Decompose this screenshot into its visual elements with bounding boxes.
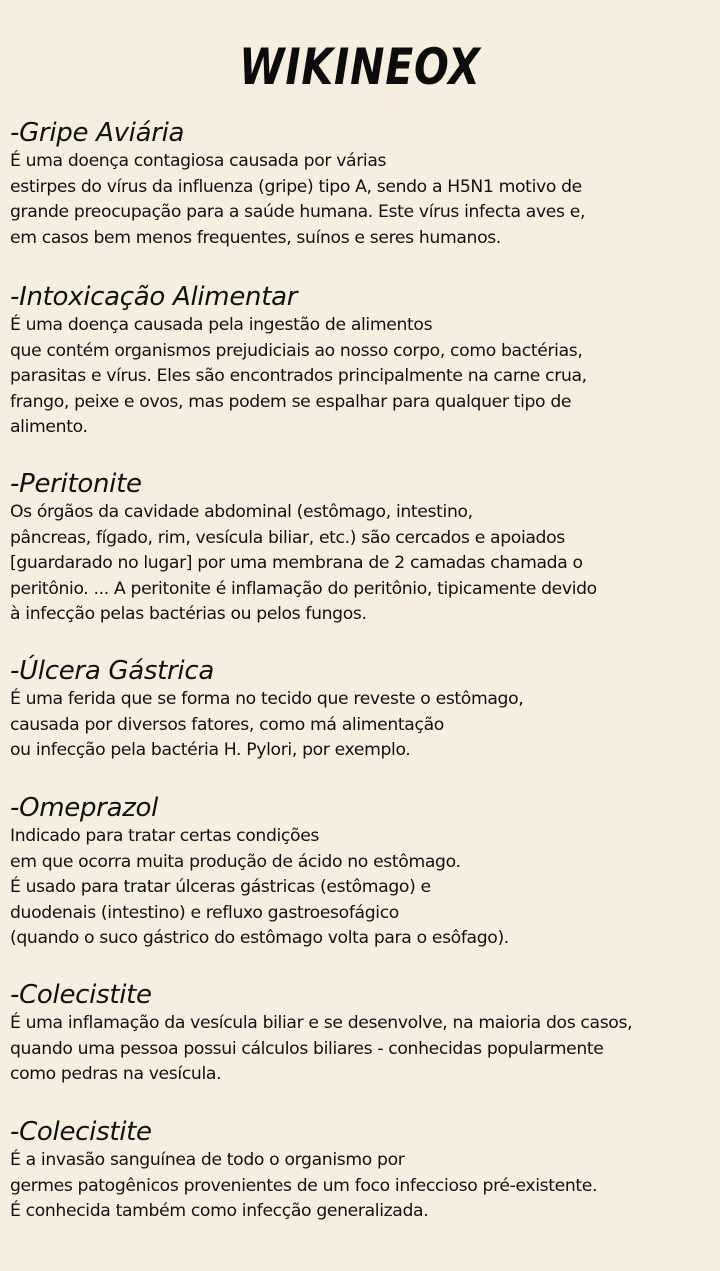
- section-text-line: germes patogênicos provenientes de um foco infeccioso pré-existente.: [10, 1175, 598, 1196]
- page-title: WIKINEOX: [239, 38, 481, 96]
- section-gripe-aviaria: [10, 117, 710, 251]
- section-text-line: em que ocorra muita produção de ácido no estômago.: [10, 851, 461, 872]
- section-text-line: É usado para tratar úlceras gástricas (estômago) e: [10, 877, 431, 897]
- section-text-line: [guardarado no lugar] por uma membrana de 2 camadas chamada o: [10, 553, 583, 573]
- section-peritonite: [10, 468, 710, 628]
- section-text-line: quando uma pessoa possui cálculos biliares - conhecidas popularmente: [10, 1038, 604, 1059]
- section-text-line: pâncreas, fígado, rim, vesícula biliar, etc.) são cercados e apoiados: [10, 527, 565, 548]
- section-text-line: como pedras na vesícula.: [10, 1064, 222, 1084]
- section-text-line: Os órgãos da cavidade abdominal (estômago, intestino,: [10, 502, 473, 522]
- section-text-line: causada por diversos fatores, como má alimentação: [10, 714, 444, 735]
- section-colecistite: [10, 979, 710, 1088]
- section-text-line: estirpes do vírus da influenza (gripe) tipo A, sendo a H5N1 motivo de: [10, 176, 582, 197]
- section-heading: -Colecistite: [10, 980, 152, 1010]
- section-text-line: Indicado para tratar certas condições: [10, 826, 320, 846]
- section-heading: -Úlcera Gástrica: [10, 656, 214, 686]
- section-text-line: frango, peixe e ovos, mas podem se espalhar para qualquer tipo de: [10, 391, 572, 412]
- section-text-line: É uma ferida que se forma no tecido que reveste o estômago,: [10, 689, 524, 709]
- section-text-line: É uma doença causada pela ingestão de alimentos: [10, 315, 433, 335]
- section-text-line: ou infecção pela bactéria H. Pylori, por exemplo.: [10, 740, 411, 760]
- section-heading: -Gripe Aviária: [10, 118, 185, 148]
- section-colecistite-2: [10, 1116, 710, 1225]
- section-intoxicacao-alimentar: [10, 281, 710, 441]
- section-heading: -Peritonite: [10, 469, 142, 499]
- section-heading: -Colecistite: [10, 1117, 152, 1147]
- section-text-line: duodenais (intestino) e refluxo gastroesofágico: [10, 902, 399, 923]
- section-ulcera-gastrica: [10, 655, 710, 764]
- section-text-line: É a invasão sanguínea de todo o organismo por: [10, 1150, 405, 1170]
- section-text-line: à infecção pelas bactérias ou pelos fungos.: [10, 604, 367, 624]
- section-text-line: que contém organismos prejudiciais ao nosso corpo, como bactérias,: [10, 340, 583, 361]
- section-text-line: grande preocupação para a saúde humana. Este vírus infecta aves e,: [10, 202, 586, 222]
- section-text-line: em casos bem menos frequentes, suínos e seres humanos.: [10, 227, 501, 248]
- section-heading: -Omeprazol: [10, 793, 159, 823]
- section-text-line: peritônio. ... A peritonite é inflamação do peritônio, tipicamente devido: [10, 578, 597, 599]
- section-text-line: (quando o suco gástrico do estômago volta para o esôfago).: [10, 928, 509, 948]
- section-omeprazol: [10, 792, 710, 952]
- section-text-line: É conhecida também como infecção generalizada.: [10, 1201, 429, 1221]
- section-text-line: É uma inflamação da vesícula biliar e se desenvolve, na maioria dos casos,: [10, 1013, 633, 1033]
- section-text-line: alimento.: [10, 417, 88, 437]
- section-text-line: parasitas e vírus. Eles são encontrados principalmente na carne crua,: [10, 366, 587, 386]
- section-heading: -Intoxicação Alimentar: [10, 282, 298, 312]
- section-text-line: É uma doença contagiosa causada por várias: [10, 151, 387, 171]
